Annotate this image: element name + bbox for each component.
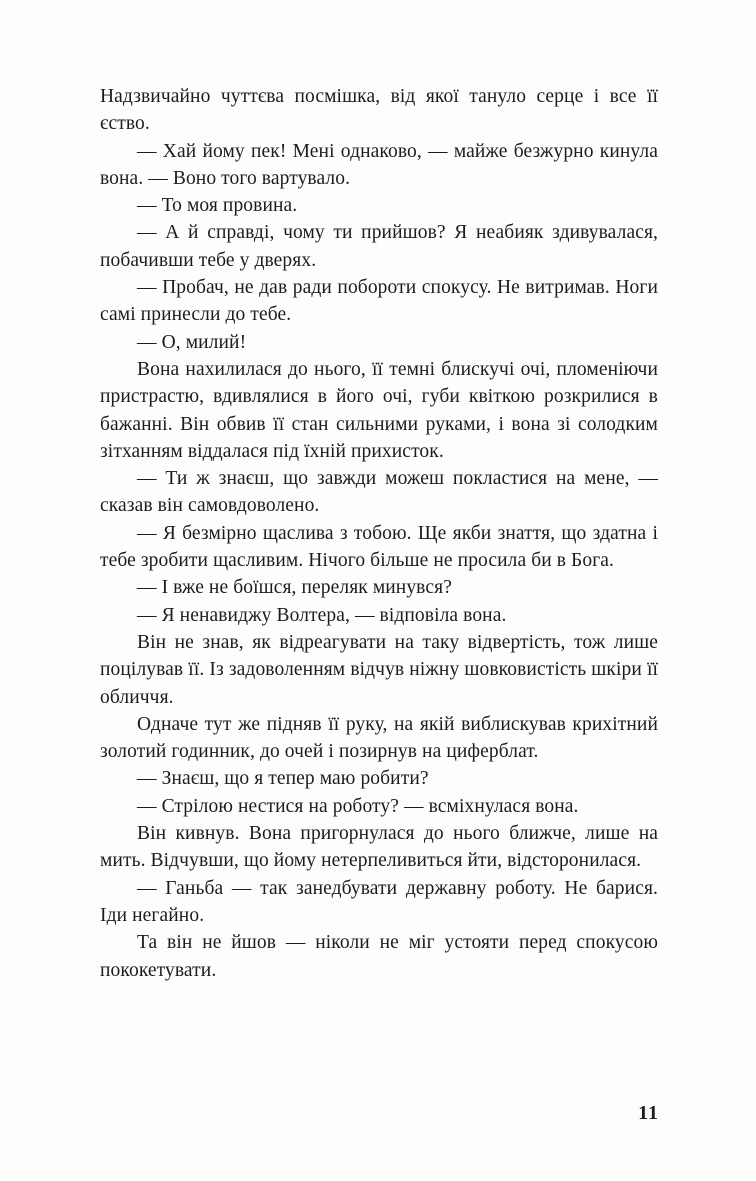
paragraph-dialogue: — О, милий! (137, 331, 247, 353)
paragraph-dialogue: — Ти ж знаєш, що завжди можеш покластися на мене, — сказав він самовдоволено. (100, 468, 658, 517)
paragraph-dialogue: — Я ненавиджу Волтера, — відповіла вона. (137, 604, 507, 626)
paragraph-dialogue: — Я безмірно щаслива з тобою. Ще якби знаття, що здатна і тебе зробити щасливим. Нічого більше не просила би в Бога. (100, 522, 658, 572)
paragraph: Вона нахилилася до нього, її темні блискучі очі, пломеніючи пристрастю, вдивлялися в його очі, губи квіткою розкрилися в бажанні. Він обвив її стан сильними руками, і вона зі солодким зітханням віддалася під їхній прихисток. (100, 358, 658, 462)
paragraph: Надзвичайно чуттєва посмішка, від якої тануло серце і все її єство. (100, 86, 658, 135)
page-number: 11 (638, 1102, 659, 1124)
paragraph: Він не знав, як відреагувати на таку відвертість, тож лише поцілував її. Із задоволенням відчув ніжну шовковистість шкіри її обличчя. (100, 631, 658, 708)
paragraph-dialogue: — Стрілою нестися на роботу? — всміхнулася вона. (137, 795, 579, 817)
paragraph: Одначе тут же підняв її руку, на якій виблискував крихітний золотий годинник, до очей і позирнув на циферблат. (100, 713, 658, 763)
paragraph-dialogue: — А й справді, чому ти прийшов? Я неабияк здивувалася, побачивши тебе у дверях. (100, 222, 658, 271)
paragraph: Він кивнув. Вона пригорнулася до нього ближче, лише на мить. Відчувши, що йому нетерпеливиться йти, відсторонилася. (100, 823, 658, 872)
paragraph-dialogue: — І вже не боїшся, переляк минувся? (137, 577, 452, 599)
paragraph-dialogue: — Пробач, не дав ради побороти спокусу. Не витримав. Ноги самі принесли до тебе. (100, 277, 658, 326)
paragraph-dialogue: — То моя провина. (137, 195, 298, 217)
paragraph-dialogue: — Ганьба — так занедбувати державну роботу. Не барися. Іди негайно. (100, 877, 658, 926)
paragraph-dialogue: — Хай йому пек! Мені однаково, — майже безжурно кинула вона. — Воно того вартувало. (100, 140, 658, 189)
text-block (100, 83, 658, 984)
paragraph: Та він не йшов — ніколи не міг устояти перед спокусою пококетувати. (100, 932, 658, 981)
paragraph-dialogue: — Знаєш, що я тепер маю робити? (137, 768, 429, 790)
